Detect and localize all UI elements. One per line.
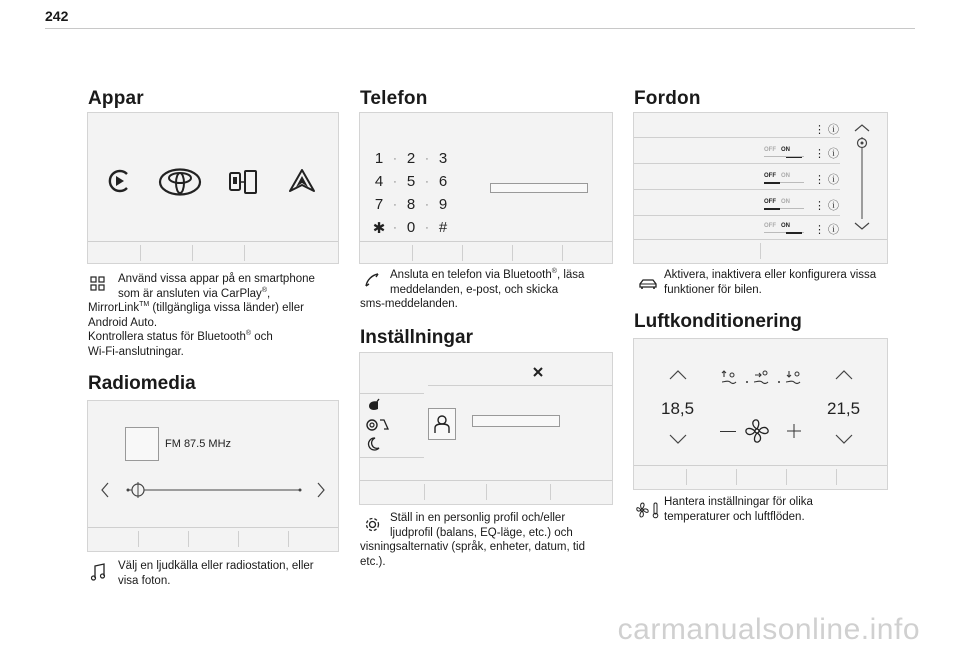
- toggle-off[interactable]: OFF ON: [764, 173, 790, 179]
- key-0[interactable]: 0: [406, 219, 416, 236]
- apps-title: Appar: [88, 88, 144, 109]
- toggle-on[interactable]: OFF ON: [764, 223, 790, 229]
- key-1[interactable]: 1: [374, 150, 384, 167]
- mirrorlink-icon[interactable]: [228, 169, 258, 195]
- row-menu-info-icon[interactable]: ⋮ ⓘ: [814, 148, 840, 160]
- key-4[interactable]: 4: [374, 173, 384, 190]
- key-9[interactable]: 9: [438, 196, 448, 213]
- key-hash[interactable]: #: [438, 219, 448, 236]
- key-5[interactable]: 5: [406, 173, 416, 190]
- android-auto-icon[interactable]: [288, 168, 316, 194]
- temp-left-down-button[interactable]: [668, 433, 688, 445]
- temp-left-value: 18,5: [661, 399, 695, 418]
- settings-description: Ställ in en personlig profil och/eller ljudprofil (balans, EQ-läge, etc.) och visningsalternativ (språk, enheter, datum, tid etc.).: [360, 512, 586, 568]
- row-menu-info-icon[interactable]: ⋮ ⓘ: [814, 124, 840, 136]
- climate-title: Luftkonditionering: [634, 311, 802, 332]
- dial-number-field[interactable]: [490, 183, 588, 193]
- airflow-distribution-icons[interactable]: [718, 368, 808, 388]
- key-3[interactable]: 3: [438, 150, 448, 167]
- audio-settings-icon[interactable]: [366, 397, 382, 413]
- apps-desc-line: Använd vissa appar på en smartphone: [118, 273, 315, 285]
- key-7[interactable]: 7: [374, 196, 384, 213]
- profile-name-field[interactable]: [472, 415, 560, 427]
- radio-screen: [87, 400, 339, 552]
- fan-icon: [744, 418, 770, 444]
- frequency-tuner[interactable]: [100, 479, 326, 501]
- settings-title: Inställningar: [360, 327, 473, 348]
- apps-description: Använd vissa appar på en smartphone som är ansluten via CarPlay®, MirrorLink™ (tillgängliga vissa länder) eller Android Auto. Kontrollera status för Bluetooth® och Wi-Fi-anslutningar.: [88, 272, 338, 359]
- row-menu-info-icon[interactable]: ⋮ ⓘ: [814, 224, 840, 236]
- phone-screen: [359, 112, 613, 264]
- climate-description: Hantera inställningar för olika temperaturer och luftflöden.: [664, 496, 813, 523]
- toggle-on[interactable]: OFF ON: [764, 147, 790, 153]
- night-mode-icon[interactable]: [366, 437, 380, 451]
- configuration-icon[interactable]: [364, 416, 394, 434]
- scrollbar[interactable]: [852, 123, 872, 231]
- apps-screen: [87, 112, 339, 264]
- vehicle-title: Fordon: [634, 88, 701, 109]
- toggle-off[interactable]: OFF ON: [764, 199, 790, 205]
- radio-description: Välj en ljudkälla eller radiostation, eller visa foton.: [118, 560, 314, 587]
- vehicle-description: Aktivera, inaktivera eller konfigurera vissa funktioner för bilen.: [664, 269, 877, 296]
- temp-right-down-button[interactable]: [834, 433, 854, 445]
- temp-right-value: 21,5: [827, 399, 861, 418]
- settings-screen: [359, 352, 613, 505]
- close-icon[interactable]: [533, 367, 543, 377]
- radio-title: Radiomedia: [88, 373, 196, 394]
- temp-left-up-button[interactable]: [668, 369, 688, 381]
- station-label: FM 87.5 MHz: [165, 438, 232, 450]
- vehicle-screen: [633, 112, 888, 264]
- phone-title: Telefon: [360, 88, 428, 109]
- page-number: 242: [45, 8, 69, 24]
- climate-screen: [633, 338, 888, 490]
- row-menu-info-icon[interactable]: ⋮ ⓘ: [814, 174, 840, 186]
- phone-description: Ansluta en telefon via Bluetooth®, läsa meddelanden, e-post, och skicka sms-meddelanden.: [360, 268, 585, 310]
- carplay-icon[interactable]: [106, 168, 132, 194]
- watermark: carmanualsonline.info: [617, 613, 920, 646]
- key-8[interactable]: 8: [406, 196, 416, 213]
- fan-decrease-button[interactable]: [720, 431, 736, 432]
- fan-increase-button[interactable]: [786, 423, 802, 439]
- key-star[interactable]: ✱: [372, 219, 386, 237]
- top-divider: [45, 28, 915, 29]
- dial-keypad[interactable]: 1 · 2 · 3 4 · 5 · 6 7 · 8 · 9 ✱ · 0 · #: [370, 147, 452, 239]
- station-artwork: [125, 427, 159, 461]
- key-6[interactable]: 6: [438, 173, 448, 190]
- temp-right-up-button[interactable]: [834, 369, 854, 381]
- row-menu-info-icon[interactable]: ⋮ ⓘ: [814, 200, 840, 212]
- key-2[interactable]: 2: [406, 150, 416, 167]
- profile-icon: [433, 414, 451, 434]
- toyota-logo-icon[interactable]: [158, 168, 202, 196]
